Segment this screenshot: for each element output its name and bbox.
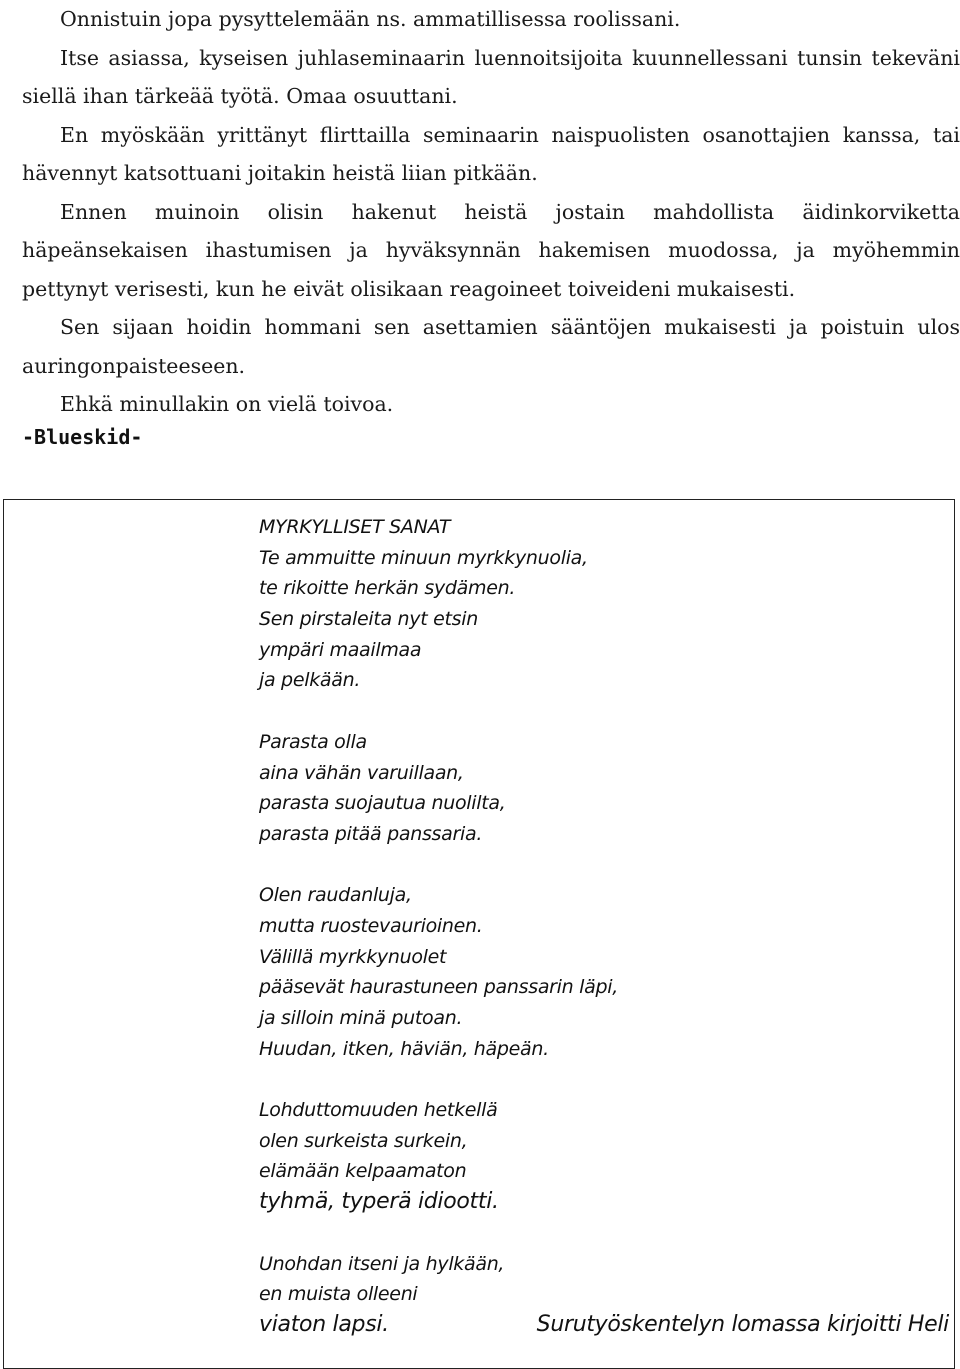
stanza-gap: [259, 696, 949, 727]
poem-line: en muista olleeni: [259, 1283, 418, 1306]
stanza-gap: [259, 1064, 949, 1095]
poem-line: ja pelkään.: [259, 669, 361, 692]
poem-line: Välillä myrkkynuolet: [259, 945, 447, 968]
paragraph-1: Onnistuin jopa pysyttelemään ns. ammatillisessa roolissani.: [60, 7, 681, 31]
poem-line: Olen raudanluja,: [259, 884, 412, 907]
poem-line: Te ammuitte minuun myrkkynuolia,: [259, 546, 588, 569]
poem-last-row: [259, 1310, 949, 1341]
paragraph-5: Sen sijaan hoidin hommani sen asettamien sääntöjen mukaisesti ja poistuin ulos auringonpaisteeseen.: [22, 315, 960, 378]
poem-line: viaton lapsi.: [259, 1311, 389, 1337]
poem-line: ja silloin minä putoan.: [259, 1007, 463, 1029]
paragraph-6: Ehkä minullakin on vielä toivoa.: [60, 392, 394, 416]
poem-line: parasta suojautua nuolilta,: [259, 792, 506, 815]
paragraph-2: Itse asiassa, kyseisen juhlaseminaarin luennoitsijoita kuunnellessani tunsin tekeväni siellä ihan tärkeää työtä. Omaa osuuttani.: [22, 45, 960, 108]
poem-line: te rikoitte herkän sydämen.: [259, 577, 516, 600]
stanza-gap: [259, 1218, 949, 1249]
poem-line: Sen pirstaleita nyt etsin: [259, 608, 478, 631]
paragraph-4: Ennen muinoin olisin hakenut heistä jostain mahdollista äidinkorviketta häpeänsekaisen ihastumisen ja hyväksynnän hakemisen muodossa, ja myöhemmin pettynyt verisesti, kun he eivät olisikaan reagoineet toiveideni mukaisesti.: [22, 199, 960, 301]
poem-line: pääsevät haurastuneen panssarin läpi,: [259, 976, 618, 999]
poem: [259, 512, 949, 1341]
poem-line: Lohduttomuuden hetkellä: [259, 1099, 498, 1122]
poem-line: mutta ruostevaurioinen.: [259, 914, 483, 937]
poem-line: tyhmä, typerä idiootti.: [259, 1189, 499, 1215]
poem-line: elämään kelpaamaton: [259, 1160, 467, 1183]
article-text: [22, 0, 960, 424]
poem-line: Unohdan itseni ja hylkään,: [259, 1252, 505, 1275]
poem-line: ympäri maailmaa: [259, 638, 422, 661]
poem-line: aina vähän varuillaan,: [259, 761, 464, 784]
poem-line: parasta pitää panssaria.: [259, 822, 483, 845]
poem-credit: Surutyöskentelyn lomassa kirjoitti Heli: [536, 1311, 949, 1337]
poem-title: MYRKYLLISET SANAT: [259, 516, 451, 538]
stanza-gap: [259, 850, 949, 881]
poem-line: Huudan, itken, häviän, häpeän.: [259, 1037, 549, 1060]
author-signature: -Blueskid-: [22, 425, 143, 449]
poem-line: olen surkeista surkein,: [259, 1129, 468, 1152]
poem-line: Parasta olla: [259, 730, 367, 753]
paragraph-3: En myöskään yrittänyt flirttailla seminaarin naispuolisten osanottajien kanssa, tai hävennyt katsottuani joitakin heistä liian pitkään.: [22, 122, 960, 185]
